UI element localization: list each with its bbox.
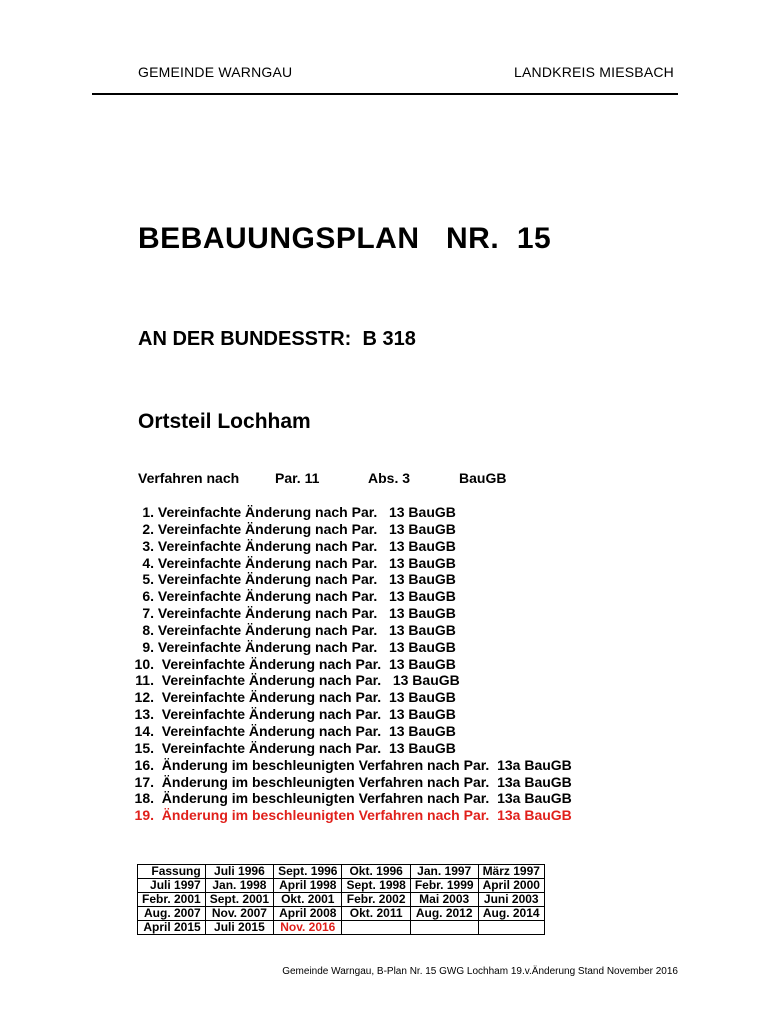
table-cell: Febr. 2002: [342, 893, 410, 907]
district-heading: Ortsteil Lochham: [138, 410, 311, 433]
amendment-item: [124, 555, 572, 572]
amendment-number: 6.: [142, 588, 154, 605]
table-cell: März 1997: [478, 865, 544, 879]
amendment-list: [124, 504, 572, 824]
table-row: [138, 921, 545, 935]
document-subtitle: AN DER BUNDESSTR: B 318: [138, 328, 416, 350]
amendment-number: 1.: [142, 504, 154, 520]
amendment-number: 14.: [134, 722, 154, 739]
amendment-item: [124, 571, 572, 588]
table-cell: Aug. 2012: [410, 907, 478, 921]
amendment-number: 4.: [142, 554, 154, 571]
amendment-text: Vereinfachte Änderung nach Par. 13 BauGB: [154, 605, 456, 622]
amendment-item: [124, 504, 572, 521]
amendment-number: 19.: [134, 807, 154, 824]
header-district: LANDKREIS MIESBACH: [514, 64, 674, 80]
table-cell: Mai 2003: [410, 893, 478, 907]
amendment-item: [124, 757, 572, 774]
amendment-item: [124, 639, 572, 656]
amendment-number: 11.: [135, 672, 154, 689]
amendment-number: 17.: [134, 773, 154, 790]
table-cell: Jan. 1997: [410, 865, 478, 879]
amendment-number: 18.: [134, 790, 154, 807]
table-row: [138, 907, 545, 921]
amendment-text: Vereinfachte Änderung nach Par. 13 BauGB: [154, 504, 456, 520]
procedure-paragraph: Par. 11: [275, 470, 320, 486]
amendment-item: [124, 774, 572, 791]
table-row: [138, 879, 545, 893]
amendment-text: Vereinfachte Änderung nach Par. 13 BauGB: [154, 739, 456, 756]
amendment-text: Änderung im beschleunigten Verfahren nach Par. 13a BauGB: [154, 756, 572, 773]
amendment-text: Vereinfachte Änderung nach Par. 13 BauGB: [154, 672, 460, 689]
table-cell: April 2000: [478, 879, 544, 893]
amendment-text: Änderung im beschleunigten Verfahren nach Par. 13a BauGB: [154, 790, 572, 807]
amendment-text: Vereinfachte Änderung nach Par. 13 BauGB: [154, 588, 456, 605]
amendment-text: Änderung im beschleunigten Verfahren nach Par. 13a BauGB: [154, 807, 572, 824]
amendment-text: Vereinfachte Änderung nach Par. 13 BauGB: [154, 706, 456, 723]
table-cell: Okt. 2011: [342, 907, 410, 921]
amendment-item: [124, 521, 572, 538]
table-cell: April 2008: [274, 907, 342, 921]
amendment-item: [124, 622, 572, 639]
amendment-number: 10.: [134, 655, 154, 672]
amendment-item: [124, 588, 572, 605]
amendment-text: Vereinfachte Änderung nach Par. 13 BauGB: [154, 621, 456, 638]
table-cell: April 1998: [274, 879, 342, 893]
amendment-text: Vereinfachte Änderung nach Par. 13 BauGB: [154, 722, 456, 739]
amendment-text: Vereinfachte Änderung nach Par. 13 BauGB: [154, 689, 456, 706]
procedure-section: Abs. 3: [368, 470, 411, 486]
amendment-item: [124, 656, 572, 673]
amendment-text: Änderung im beschleunigten Verfahren nach Par. 13a BauGB: [154, 773, 572, 790]
table-cell: Nov. 2016: [274, 921, 342, 935]
table-cell: Sept. 2001: [205, 893, 273, 907]
amendment-item: [124, 689, 572, 706]
table-cell: Nov. 2007: [205, 907, 273, 921]
table-cell: Febr. 1999: [410, 879, 478, 893]
amendment-item: [124, 672, 572, 689]
table-cell: [410, 921, 478, 935]
amendment-number: 12.: [134, 689, 154, 706]
table-cell: Febr. 2001: [138, 893, 206, 907]
amendment-number: 2.: [142, 520, 154, 537]
table-cell: Juli 2015: [205, 921, 273, 935]
header-municipality: GEMEINDE WARNGAU: [138, 64, 293, 80]
amendment-item: [124, 605, 572, 622]
amendment-number: 16.: [134, 756, 154, 773]
page-footer: Gemeinde Warngau, B-Plan Nr. 15 GWG Lochham 19.v.Änderung Stand November 2016: [282, 966, 678, 977]
amendment-text: Vereinfachte Änderung nach Par. 13 BauGB: [154, 537, 456, 554]
amendment-item: [124, 723, 572, 740]
amendment-item: [124, 706, 572, 723]
table-cell: Juli 1996: [205, 865, 273, 879]
amendment-text: Vereinfachte Änderung nach Par. 13 BauGB: [154, 655, 456, 672]
amendment-item: [124, 740, 572, 757]
table-cell: April 2015: [138, 921, 206, 935]
header-divider: [92, 93, 678, 95]
amendment-number: 5.: [142, 571, 154, 588]
table-cell: Aug. 2014: [478, 907, 544, 921]
amendment-number: 8.: [142, 621, 154, 638]
table-row: [138, 893, 545, 907]
table-cell: Juli 1997: [138, 879, 206, 893]
amendment-number: 9.: [142, 638, 154, 655]
amendment-item: [124, 807, 572, 824]
table-cell: Fassung: [138, 865, 206, 879]
table-cell: Okt. 1996: [342, 865, 410, 879]
version-history-table: [137, 864, 545, 935]
table-cell: [342, 921, 410, 935]
table-cell: Okt. 2001: [274, 893, 342, 907]
table-row: [138, 865, 545, 879]
amendment-number: 13.: [134, 706, 154, 723]
amendment-text: Vereinfachte Änderung nach Par. 13 BauGB: [154, 638, 456, 655]
table-cell: [478, 921, 544, 935]
table-cell: Sept. 1998: [342, 879, 410, 893]
amendment-text: Vereinfachte Änderung nach Par. 13 BauGB: [154, 554, 456, 571]
amendment-item: [124, 538, 572, 555]
table-cell: Aug. 2007: [138, 907, 206, 921]
amendment-text: Vereinfachte Änderung nach Par. 13 BauGB: [154, 571, 456, 588]
table-cell: Jan. 1998: [205, 879, 273, 893]
amendment-text: Vereinfachte Änderung nach Par. 13 BauGB: [154, 520, 456, 537]
document-title: BEBAUUNGSPLAN NR. 15: [138, 222, 552, 255]
table-cell: Sept. 1996: [274, 865, 342, 879]
procedure-law: BauGB: [459, 470, 507, 486]
procedure-label: Verfahren nach: [138, 470, 240, 486]
table-cell: Juni 2003: [478, 893, 544, 907]
amendment-number: 15.: [134, 739, 154, 756]
amendment-number: 7.: [142, 605, 154, 622]
amendment-item: [124, 790, 572, 807]
amendment-number: 3.: [142, 537, 154, 554]
